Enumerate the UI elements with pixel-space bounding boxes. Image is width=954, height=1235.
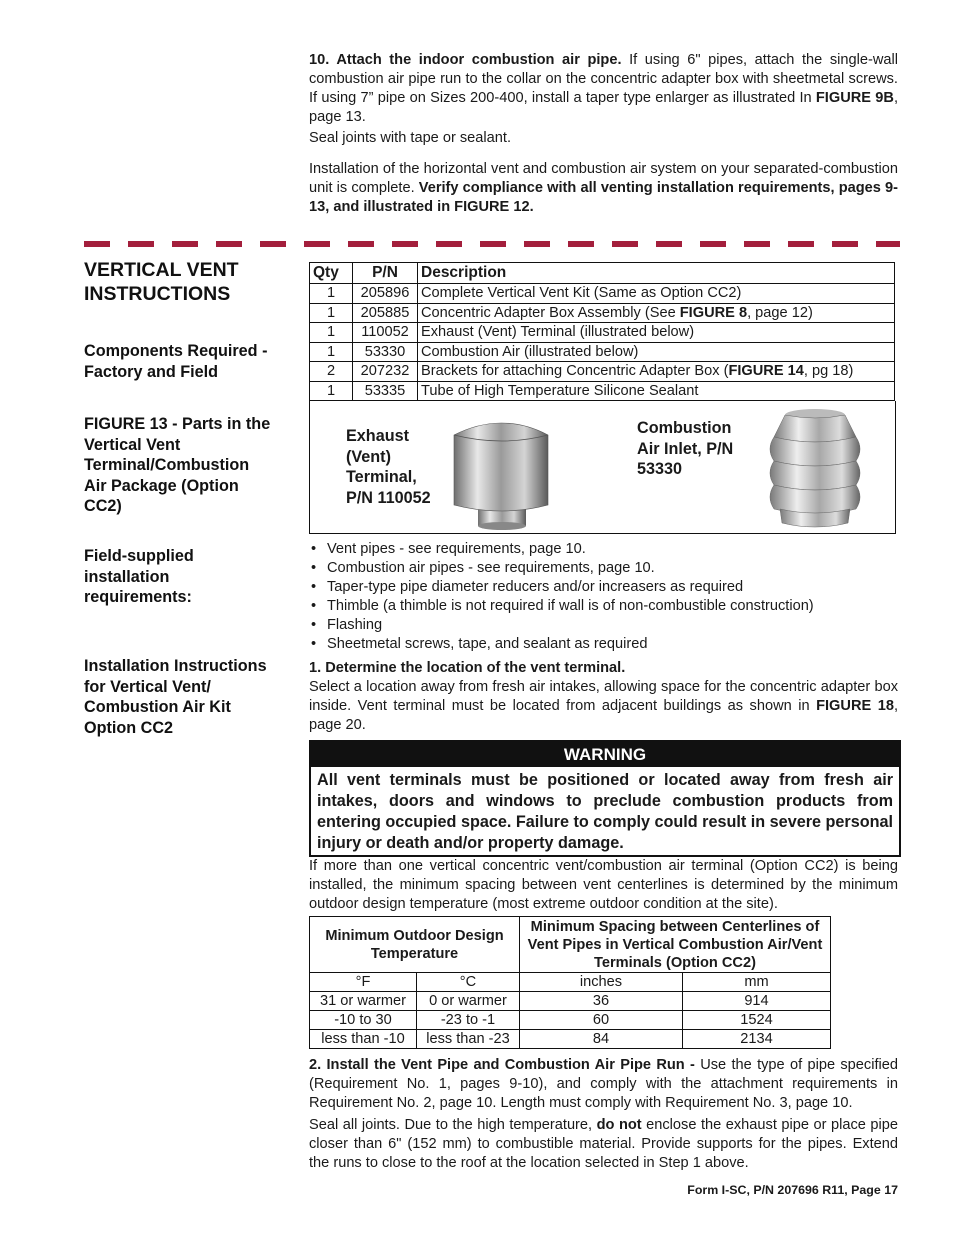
parts-row — [310, 342, 895, 362]
col-header-qty: Qty — [310, 263, 353, 284]
parts-description-suffix: , page 12) — [747, 304, 813, 321]
field-supplied-list — [309, 540, 898, 654]
spacing-cell: 2134 — [683, 1030, 831, 1049]
warning-title: WARNING — [311, 742, 899, 767]
list-item — [309, 635, 898, 654]
list-item-text: Flashing — [327, 617, 383, 633]
step1-text2: , page 20. — [309, 698, 898, 733]
page-footer: Form I-SC, P/N 207696 R11, Page 17 — [687, 1183, 898, 1197]
installation-instructions-heading: Installation Instructions for Vertical Vent/ Combustion Air Kit Option CC2 — [84, 657, 267, 737]
step1-title-text: 1. Determine the location of the vent terminal. — [309, 660, 626, 676]
verify-compliance-text: Verify compliance with all venting installation requirements, pages 9-13, and illustrated in FIGURE 12. — [309, 180, 898, 215]
spacing-cell: -23 to -1 — [417, 1011, 520, 1030]
warning-body: All vent terminals must be positioned or located away from fresh air intakes, doors and windows to preclude combustion products from entering occupied space. Failure to comply could result in severe personal injury or death and/or property damage. — [317, 771, 893, 852]
parts-pn: 205896 — [353, 284, 418, 304]
step10-figure-ref: FIGURE 9B — [815, 90, 894, 106]
parts-description-text: Tube of High Temperature Silicone Sealant — [421, 382, 699, 399]
bullet-icon: • — [311, 617, 317, 633]
step1-paragraph — [309, 678, 898, 735]
parts-illustration-box — [309, 401, 896, 534]
list-item — [309, 540, 898, 559]
bullet-icon: • — [311, 541, 317, 557]
parts-description-text: Combustion Air (illustrated below) — [421, 343, 639, 360]
step2-title: 2. Install the Vent Pipe and Combustion Air Pipe Run - — [309, 1057, 701, 1073]
exhaust-terminal-image — [450, 413, 550, 531]
step2-text: Use the type of pipe specified (Requirement No. 1, pages 9-10), and comply with the attachment requirements in Requirement No. 2, page 10. Length must comply with Requirement No. 3, page 10. — [309, 1057, 898, 1111]
step2-paragraph — [309, 1056, 898, 1113]
list-item — [309, 616, 898, 635]
spacing-cell: 36 — [520, 992, 683, 1011]
seal-all-text2: enclose the exhaust pipe or place pipe closer than 6" (152 mm) to combustible material. Provide supports for the pipes. Extend the runs to close to the roof at the location selected in Step 1 above. — [309, 1117, 898, 1171]
list-item-text: Sheetmetal screws, tape, and sealant as required — [327, 636, 648, 652]
components-heading: Components Required - Factory and Field — [84, 342, 268, 381]
section-divider — [84, 241, 900, 247]
parts-description — [418, 323, 895, 343]
unit-c: °C — [417, 973, 520, 992]
parts-qty: 1 — [310, 284, 353, 304]
parts-description-text: Exhaust (Vent) Terminal (illustrated below) — [421, 324, 695, 340]
spacing-cell: less than -23 — [417, 1030, 520, 1049]
parts-pn: 207232 — [353, 362, 418, 382]
list-item-text: Combustion air pipes - see requirements, page 10. — [327, 560, 655, 576]
parts-description-text: Brackets for attaching Concentric Adapter Box ( — [421, 363, 729, 379]
parts-row — [310, 381, 895, 401]
spacing-cell: 31 or warmer — [310, 992, 417, 1011]
parts-header-row — [310, 263, 895, 284]
spacing-row — [310, 1030, 831, 1049]
spacing-cell: 84 — [520, 1030, 683, 1049]
list-item-text: Vent pipes - see requirements, page 10. — [327, 541, 586, 557]
warning-box — [309, 740, 901, 857]
parts-description-suffix: , pg 18) — [803, 363, 854, 379]
spacing-intro: If more than one vertical concentric vent/combustion air terminal (Option CC2) is being installed, the minimum spacing between vent centerlines is determined by the minimum outdoor design temperature (most extreme outdoor condition at the site). — [309, 858, 898, 912]
parts-qty: 2 — [310, 362, 353, 382]
step10-text2: , page 13. — [309, 90, 899, 125]
spacing-cell: 914 — [683, 992, 831, 1011]
parts-row — [310, 323, 895, 343]
parts-description — [418, 362, 895, 382]
parts-pn: 205885 — [353, 303, 418, 323]
parts-qty: 1 — [310, 303, 353, 323]
seal-joints-text: Seal joints with tape or sealant. — [309, 130, 511, 146]
col-header-description: Description — [418, 263, 895, 284]
parts-description-figure: FIGURE 14 — [728, 363, 804, 379]
field-supplied-heading: Field-supplied installation requirements: — [84, 547, 194, 606]
parts-description — [418, 381, 895, 401]
bullet-icon: • — [311, 560, 317, 576]
parts-description — [418, 303, 895, 323]
spacing-units-row — [310, 973, 831, 992]
parts-description — [418, 342, 895, 362]
bullet-icon: • — [311, 579, 317, 595]
parts-pn: 53330 — [353, 342, 418, 362]
parts-row — [310, 362, 895, 382]
parts-pn: 53335 — [353, 381, 418, 401]
spacing-cell: -10 to 30 — [310, 1011, 417, 1030]
step1-figure-ref: FIGURE 18 — [816, 698, 894, 714]
seal-all-text1: Seal all joints. Due to the high temperature, — [309, 1117, 597, 1133]
parts-description-text: Concentric Adapter Box Assembly (See — [421, 304, 680, 321]
list-item — [309, 597, 898, 616]
col-header-pn: P/N — [353, 263, 418, 284]
bullet-icon: • — [311, 636, 317, 652]
parts-description-text: Complete Vertical Vent Kit (Same as Option CC2) — [421, 285, 742, 301]
list-item — [309, 578, 898, 597]
combustion-inlet-label: Combustion Air Inlet, P/N 53330 — [637, 419, 734, 478]
spacing-header-distance: Minimum Spacing between Centerlines of Vent Pipes in Vertical Combustion Air/Vent Terminals (Option CC2) — [520, 917, 831, 973]
spacing-cell: less than -10 — [310, 1030, 417, 1049]
step10-title: 10. Attach the indoor combustion air pipe. — [309, 52, 622, 68]
step1-title — [309, 659, 898, 678]
spacing-header-temp: Minimum Outdoor Design Temperature — [310, 917, 520, 973]
do-not-text: do not — [596, 1117, 642, 1133]
exhaust-terminal-label: Exhaust (Vent) Terminal, P/N 110052 — [346, 427, 431, 507]
spacing-table — [309, 916, 831, 1049]
step1-text1: Select a location away from fresh air intakes, allowing space for the concentric adapter box inside. Vent terminal must be located from adjacent buildings as shown in — [309, 679, 898, 714]
figure13-caption: FIGURE 13 - Parts in the Vertical Vent Terminal/Combustion Air Package (Option CC2) — [84, 415, 271, 515]
spacing-cell: 0 or warmer — [417, 992, 520, 1011]
install-complete-text: Installation of the horizontal vent and combustion air system on your separated-combustion unit is complete. — [309, 161, 898, 196]
parts-description — [418, 284, 895, 304]
seal-all-paragraph — [309, 1116, 898, 1173]
unit-mm: mm — [683, 973, 831, 992]
spacing-cell: 1524 — [683, 1011, 831, 1030]
parts-row — [310, 284, 895, 304]
parts-qty: 1 — [310, 323, 353, 343]
list-item-text: Thimble (a thimble is not required if wall is of non-combustible construction) — [327, 598, 814, 614]
parts-qty: 1 — [310, 342, 353, 362]
combustion-inlet-image — [760, 407, 870, 531]
unit-f: °F — [310, 973, 417, 992]
parts-qty: 1 — [310, 381, 353, 401]
spacing-row — [310, 992, 831, 1011]
unit-inches: inches — [520, 973, 683, 992]
list-item-text: Taper-type pipe diameter reducers and/or increasers as required — [327, 579, 744, 595]
bullet-icon: • — [311, 598, 317, 614]
spacing-cell: 60 — [520, 1011, 683, 1030]
step10-paragraph — [309, 51, 898, 127]
list-item — [309, 559, 898, 578]
step10-text1: If using 6" pipes, attach the single-wall combustion air pipe run to the collar on the concentric adapter box with sheetmetal screws. If using 7” pipe on Sizes 200-400, install a taper type enlarger as illustrated In — [309, 52, 898, 106]
parts-description-figure: FIGURE 8 — [679, 304, 748, 321]
install-complete-paragraph — [309, 160, 898, 217]
parts-table — [309, 262, 895, 401]
parts-pn: 110052 — [353, 323, 418, 343]
parts-row — [310, 303, 895, 323]
section-heading: VERTICAL VENT INSTRUCTIONS — [84, 259, 239, 305]
spacing-row — [310, 1011, 831, 1030]
